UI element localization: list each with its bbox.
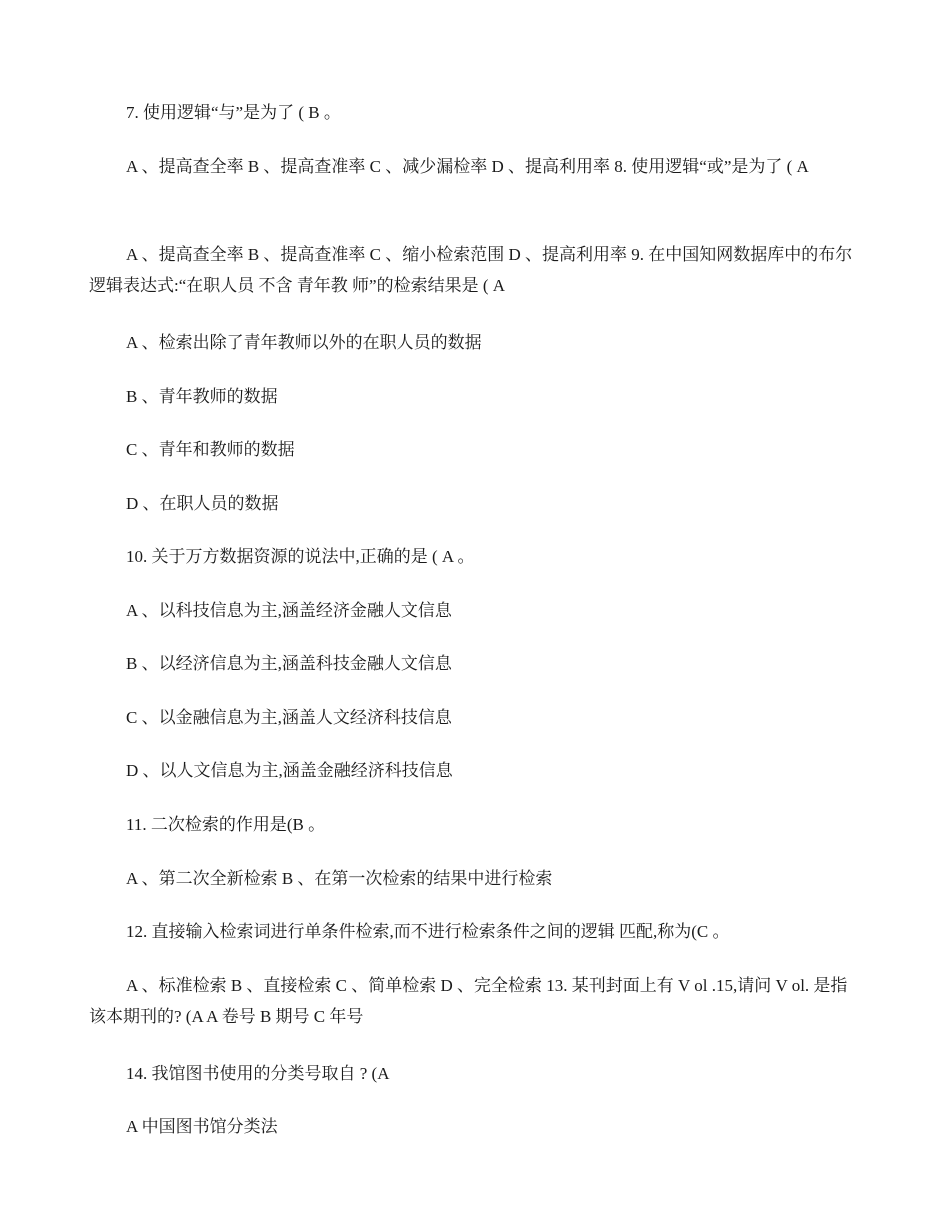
question-11: 11. 二次检索的作用是(B 。 bbox=[126, 815, 326, 834]
option-10-b: B 、以经济信息为主,涵盖科技金融人文信息 bbox=[126, 654, 452, 673]
question-10: 10. 关于万方数据资源的说法中,正确的是 ( A 。 bbox=[126, 547, 475, 566]
options-8-question-9: A 、提高查全率 B 、提高查准率 C 、缩小检索范围 D 、提高利用率 9. 在中国知网数据库中的布尔逻辑表达式:“在职人员 不含 青年教 师”的检索结果是 ( A bbox=[89, 245, 853, 295]
options-11: A 、第二次全新检索 B 、在第一次检索的结果中进行检索 bbox=[126, 869, 553, 888]
option-9-b: B 、青年教师的数据 bbox=[126, 387, 278, 406]
option-9-a: A 、检索出除了青年教师以外的在职人员的数据 bbox=[126, 333, 482, 352]
option-10-d: D 、以人文信息为主,涵盖金融经济科技信息 bbox=[126, 761, 453, 780]
option-10-a: A 、以科技信息为主,涵盖经济金融人文信息 bbox=[126, 601, 452, 620]
question-12: 12. 直接输入检索词进行单条件检索,而不进行检索条件之间的逻辑 匹配,称为(C 。 bbox=[126, 922, 730, 941]
options-7-question-8: A 、提高查全率 B 、提高查准率 C 、减少漏检率 D 、提高利用率 8. 使用逻辑“或”是为了 ( A bbox=[126, 157, 809, 176]
option-9-d: D 、在职人员的数据 bbox=[126, 494, 279, 513]
question-14: 14. 我馆图书使用的分类号取自 ? (A bbox=[126, 1064, 390, 1083]
option-9-c: C 、青年和教师的数据 bbox=[126, 440, 295, 459]
option-10-c: C 、以金融信息为主,涵盖人文经济科技信息 bbox=[126, 708, 452, 727]
options-12-question-13: A 、标准检索 B 、直接检索 C 、简单检索 D 、完全检索 13. 某刊封面上有 V ol .15,请问 V ol. 是指该本期刊的? (A A 卷号 B 期号 C 年号 bbox=[89, 976, 848, 1026]
option-14-a: A 中国图书馆分类法 bbox=[126, 1117, 278, 1136]
question-7: 7. 使用逻辑“与”是为了 ( B 。 bbox=[126, 103, 341, 122]
